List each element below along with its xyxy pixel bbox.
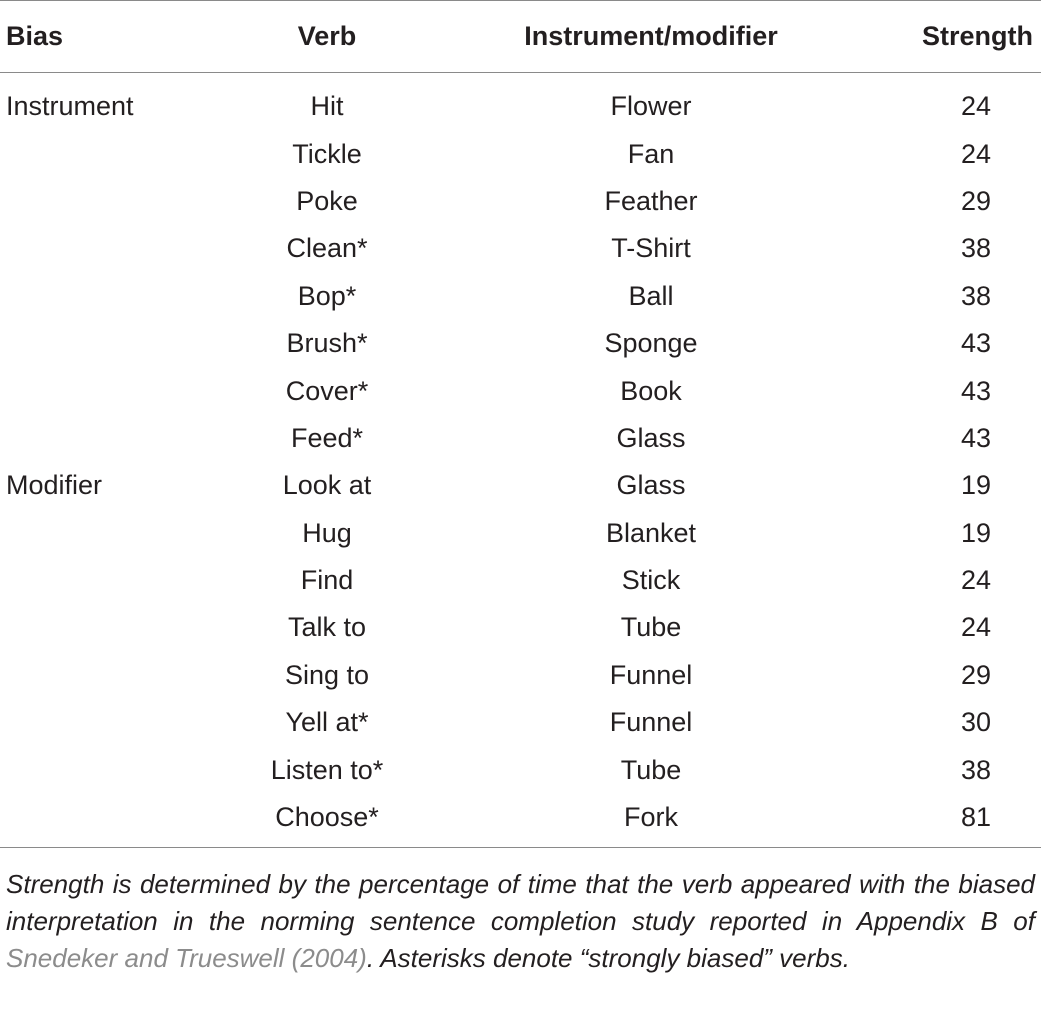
table-row	[0, 510, 1041, 557]
cell-strength: 19	[960, 470, 991, 501]
table-header	[0, 1, 1041, 73]
table-row	[0, 652, 1041, 699]
table-row	[0, 73, 1041, 131]
citation-link[interactable]: Snedeker and Trueswell (2004)	[6, 943, 367, 973]
cell-instrument-modifier: Ball	[628, 280, 674, 311]
cell-strength: 19	[960, 517, 991, 548]
cell-instrument-modifier: Fork	[422, 794, 880, 848]
cell-verb: Listen to*	[270, 754, 384, 785]
cell-bias	[0, 178, 232, 225]
cell-instrument-modifier: Glass	[616, 470, 686, 501]
table-row	[0, 320, 1041, 367]
cell-instrument-modifier: Flower	[610, 91, 692, 122]
cell-strength: 81	[880, 794, 1041, 848]
cell-strength: 24	[960, 138, 991, 169]
cell-strength: 38	[960, 754, 991, 785]
table-row	[0, 178, 1041, 225]
cell-strength: 24	[960, 565, 991, 596]
cell-bias	[0, 273, 232, 320]
cell-instrument-modifier: Funnel	[609, 707, 693, 738]
cell-bias	[0, 367, 232, 414]
cell-instrument-modifier: Glass	[616, 422, 686, 453]
table-body	[0, 73, 1041, 848]
cell-strength: 38	[960, 233, 991, 264]
cell-verb: Sing to	[284, 659, 370, 690]
cell-instrument-modifier: Fan	[627, 138, 675, 169]
cell-verb: Cover*	[285, 375, 369, 406]
footnote-text-before: Strength is determined by the percentage of time that the verb appeared with the biased interpretation in the norming sentence completion study reported in Appendix B of	[6, 869, 1035, 936]
cell-verb: Talk to	[287, 612, 367, 643]
cell-bias: Instrument	[6, 91, 134, 122]
table-row	[0, 794, 1041, 848]
header-verb: Verb	[232, 1, 422, 73]
cell-bias	[0, 225, 232, 272]
cell-bias	[0, 699, 232, 746]
table-row	[0, 367, 1041, 414]
table-row	[0, 273, 1041, 320]
cell-verb: Choose*	[232, 794, 422, 848]
table-row	[0, 462, 1041, 509]
cell-bias	[0, 510, 232, 557]
table-row	[0, 415, 1041, 462]
table-row	[0, 604, 1041, 651]
cell-instrument-modifier: Funnel	[609, 659, 693, 690]
cell-bias	[0, 320, 232, 367]
table-row	[0, 225, 1041, 272]
header-instrument-modifier: Instrument/modifier	[422, 1, 880, 73]
header-bias: Bias	[0, 1, 232, 73]
cell-instrument-modifier: Tube	[620, 754, 682, 785]
cell-strength: 38	[960, 280, 991, 311]
cell-verb: Poke	[296, 185, 358, 216]
cell-bias	[0, 415, 232, 462]
cell-strength: 24	[960, 91, 991, 122]
cell-verb: Look at	[282, 470, 372, 501]
footnote-text-after: . Asterisks denote “strongly biased” verbs.	[366, 943, 850, 973]
cell-strength: 43	[960, 422, 991, 453]
cell-verb: Tickle	[292, 138, 362, 169]
cell-instrument-modifier: Tube	[620, 612, 682, 643]
cell-strength: 24	[960, 612, 991, 643]
cell-verb: Brush*	[286, 328, 368, 359]
header-strength: Strength	[880, 1, 1041, 73]
cell-strength: 43	[960, 375, 991, 406]
cell-instrument-modifier: Feather	[604, 185, 698, 216]
cell-bias	[0, 794, 232, 848]
cell-strength: 30	[960, 707, 991, 738]
cell-verb: Yell at*	[285, 707, 369, 738]
cell-strength: 29	[960, 185, 991, 216]
cell-verb: Hug	[302, 517, 352, 548]
cell-bias	[0, 604, 232, 651]
table-row	[0, 746, 1041, 793]
cell-instrument-modifier: Book	[620, 375, 682, 406]
cell-instrument-modifier: Blanket	[605, 517, 697, 548]
cell-instrument-modifier: Sponge	[604, 328, 698, 359]
table-row	[0, 557, 1041, 604]
cell-bias	[0, 557, 232, 604]
cell-verb: Bop*	[297, 280, 357, 311]
cell-bias	[0, 746, 232, 793]
cell-bias: Modifier	[6, 470, 103, 501]
cell-bias	[0, 130, 232, 177]
cell-verb: Find	[300, 565, 354, 596]
cell-instrument-modifier: Stick	[621, 565, 681, 596]
header-row	[0, 1, 1041, 73]
cell-verb: Clean*	[286, 233, 368, 264]
cell-strength: 29	[960, 659, 991, 690]
table-footnote	[6, 866, 1035, 977]
table-row	[0, 130, 1041, 177]
table-row	[0, 699, 1041, 746]
cell-strength: 43	[960, 328, 991, 359]
cell-bias	[0, 652, 232, 699]
cell-instrument-modifier: T-Shirt	[611, 233, 691, 264]
cell-verb: Hit	[310, 91, 344, 122]
cell-verb: Feed*	[290, 422, 364, 453]
